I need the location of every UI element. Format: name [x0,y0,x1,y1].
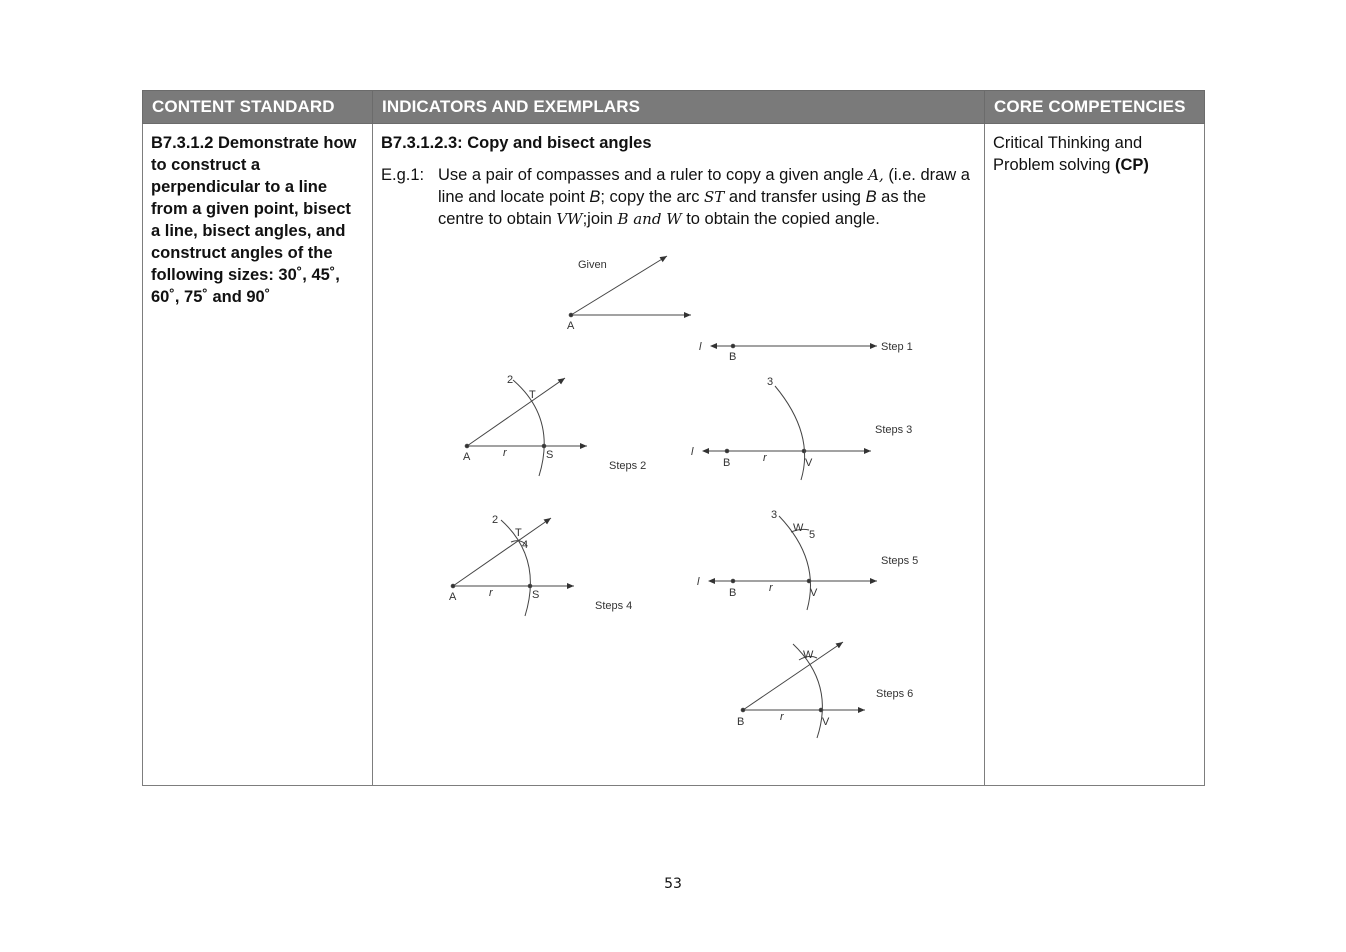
label-l-step3: l [691,446,694,458]
math-angle-a: A, [868,166,884,184]
label-r-step2: r [503,447,507,459]
label-step2: Steps 2 [609,460,647,472]
step2-diagram [465,378,587,476]
label-3-step5: 3 [771,509,778,521]
label-step1: Step 1 [881,341,913,353]
example-part: and transfer using [724,188,866,206]
header-core-competencies: CORE COMPETENCIES [985,91,1205,124]
content-standard-cell [143,124,373,786]
label-b-step6: B [737,716,745,728]
label-step6: Steps 6 [876,688,914,700]
label-4-step4: 4 [522,539,529,551]
competency-text: Critical Thinking and Problem solving [993,134,1143,174]
math-point-b2: B [865,188,877,206]
label-step5: Steps 5 [881,555,919,567]
label-5-step5: 5 [809,529,816,541]
step4-diagram [451,518,574,616]
label-l-step5: l [697,576,700,588]
curriculum-table [142,90,1205,786]
label-given: Given [578,259,607,271]
label-b-step5: B [729,587,737,599]
figure-labels [449,259,918,728]
page-number: 53 [664,876,682,892]
label-w-step5: W [793,522,804,534]
label-a-step4: A [449,591,457,603]
math-arc-st: ST [704,188,725,206]
competency-code: (CP) [1114,156,1149,174]
label-v-step6: V [822,716,830,728]
example-part: (i.e. draw a line and locate point [438,166,970,206]
label-r-step4: r [489,587,493,599]
label-r-step5: r [769,582,773,594]
label-s-step4: S [532,589,540,601]
label-w-step6: W [803,649,814,661]
label-r-step3: r [763,452,767,464]
math-vw: VW [556,210,583,228]
indicators-cell [373,124,985,786]
label-a-step2: A [463,451,471,463]
example-part: Use a pair of compasses and a ruler to copy a given angle [438,166,869,184]
label-2-step4: 2 [492,514,499,526]
step1-diagram [711,344,877,348]
label-r-step6: r [780,711,784,723]
header-content-standard: CONTENT STANDARD [143,91,373,124]
label-b-step3: B [723,457,731,469]
label-v-step3: V [805,457,813,469]
example-part: ; copy the arc [600,188,705,206]
indicator-title: B7.3.1.2.3: Copy and bisect angles [381,134,652,152]
label-step4: Steps 4 [595,600,633,612]
label-t-step4: T [515,527,522,539]
label-s-step2: S [546,449,554,461]
angle-construction-figure [381,238,977,758]
example-block [381,164,976,230]
label-3-step3: 3 [767,376,774,388]
example-part: as the centre to obtain [438,188,927,228]
core-competencies-cell [985,124,1205,786]
header-indicators: INDICATORS AND EXEMPLARS [373,91,985,124]
content-standard-text: B7.3.1.2 Demonstrate how to construct a perpendicular to a line from a given point, bisect a line, bisect angles, and construct angles of the following sizes: 30˚, 45˚, 60˚, 75˚ and 90˚ [151,134,357,306]
label-t-step2: T [529,389,536,401]
math-point-b: B [589,188,601,206]
math-b-and-w: B and W [617,210,682,228]
table-row [143,124,1205,786]
label-2-step2: 2 [507,374,514,386]
label-l-step1: l [699,341,702,353]
label-a-given: A [567,320,575,332]
example-part: ;join [582,210,618,228]
example-label: E.g.1: [381,166,425,184]
label-v-step5: V [810,587,818,599]
label-step3: Steps 3 [875,424,913,436]
example-text [438,164,976,230]
label-b-step1: B [729,351,737,363]
table-header-row [143,91,1205,124]
example-part: to obtain the copied angle. [681,210,880,228]
